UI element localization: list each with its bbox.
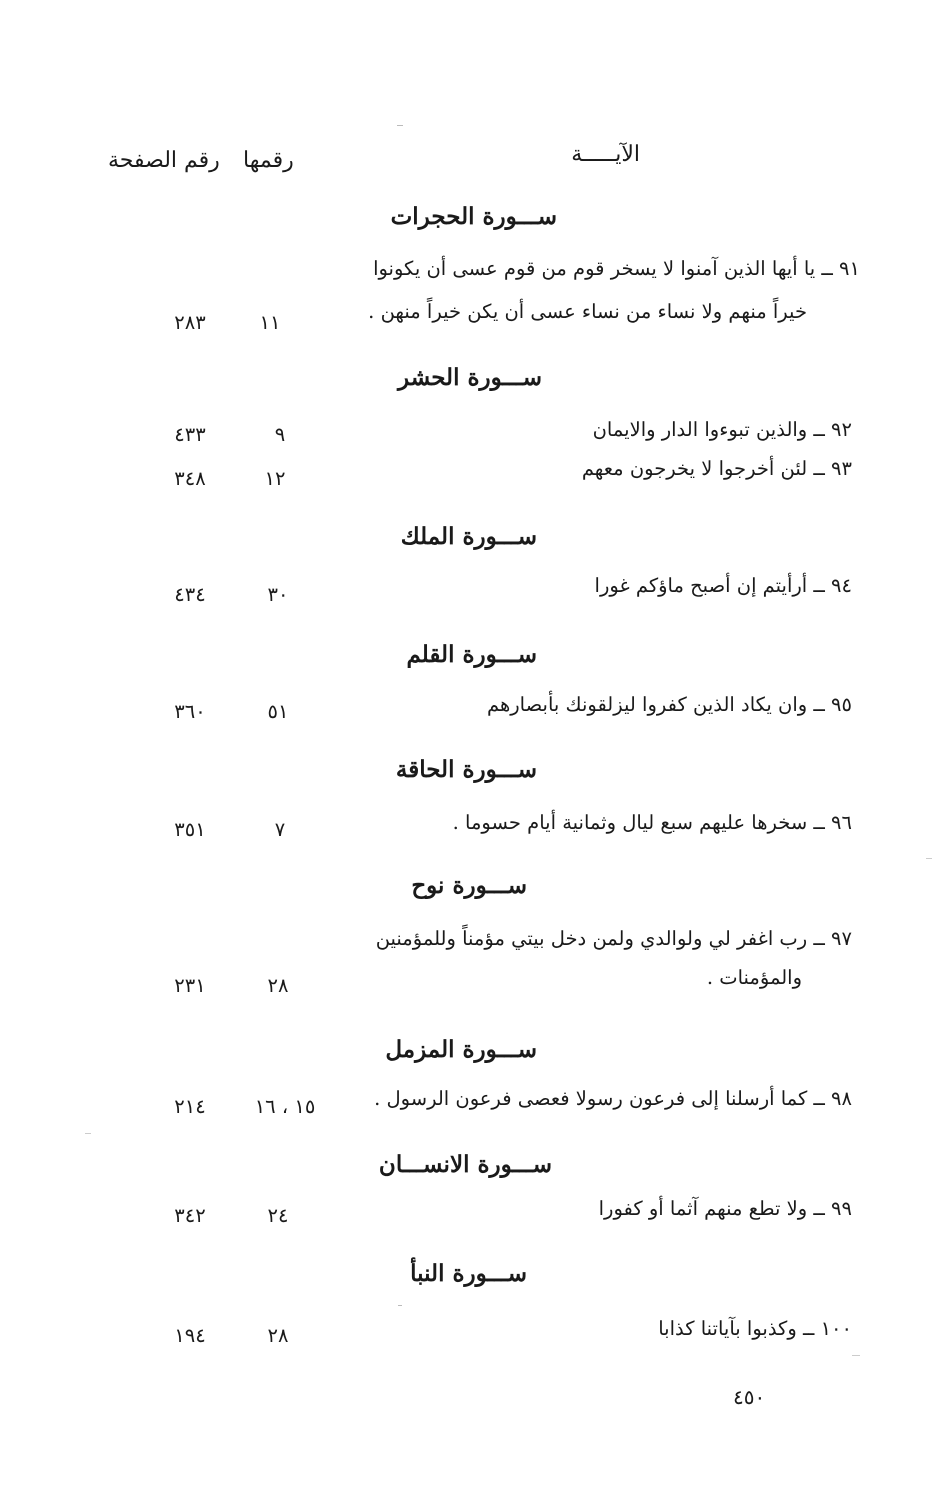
verse-line: ١٠٠ ــ وكذبوا بآياتنا كذابا: [658, 1317, 852, 1340]
page-reference: ١٩٤: [174, 1324, 206, 1347]
scan-speck: [398, 1305, 402, 1306]
verse-line: ٩٥ ــ وان يكاد الذين كفروا ليزلقونك بأبصارهم: [486, 693, 852, 716]
surah-heading: ســـورة الملك: [400, 523, 537, 550]
verse-number: ١٥ ، ١٦: [254, 1095, 316, 1118]
verse-number: ٢٨: [267, 1324, 289, 1347]
verse-number: ٧: [274, 818, 286, 841]
verse-line: ٩٢ ــ والذين تبوءوا الدار والايمان: [592, 418, 852, 441]
surah-heading: ســـورة القلم: [406, 641, 537, 668]
verse-line: ٩٩ ــ ولا تطع منهم آثما أو كفورا: [598, 1197, 852, 1220]
verse-line: والمؤمنات .: [706, 966, 802, 989]
verse-line: ٩٨ ــ كما أرسلنا إلى فرعون رسولا فعصى فرعون الرسول .: [374, 1087, 852, 1110]
scan-speck: [85, 1133, 91, 1134]
verse-line: ٩٤ ــ أرأيتم إن أصبح ماؤكم غورا: [594, 574, 852, 597]
verse-number: ١١: [259, 311, 281, 334]
page-number: ٤٥٠: [733, 1385, 766, 1409]
page-reference: ٢١٤: [174, 1095, 206, 1118]
verse-line: ٩٧ ــ رب اغفر لي ولوالدي ولمن دخل بيتي مؤمناً وللمؤمنين: [375, 927, 852, 950]
verse-number: ٢٨: [267, 974, 289, 997]
scan-speck: [926, 858, 932, 859]
verse-line: ٩٣ ــ لئن أخرجوا لا يخرجون معهم: [581, 457, 852, 480]
surah-heading: ســـورة الانســـان: [378, 1151, 552, 1178]
verse-number: ٩: [274, 423, 286, 446]
page-reference: ٤٣٣: [174, 423, 206, 446]
page-reference: ٤٣٤: [174, 583, 206, 606]
header-page-column: رقم الصفحة: [108, 148, 220, 173]
verse-number: ١٢: [264, 467, 286, 490]
verse-number: ٢٤: [267, 1204, 289, 1227]
surah-heading: ســـورة نوح: [411, 872, 527, 899]
surah-heading: ســـورة الحجرات: [390, 203, 557, 230]
verse-line: ٩٦ ــ سخرها عليهم سبع ليال وثمانية أيام حسوما .: [452, 811, 852, 834]
page-reference: ٢٣١: [174, 974, 206, 997]
verse-line: ٩١ ــ يا أيها الذين آمنوا لا يسخر قوم من قوم عسى أن يكونوا: [373, 257, 860, 280]
verse-number: ٥١: [267, 700, 289, 723]
page-reference: ٣٤٢: [174, 1204, 206, 1227]
page-reference: ٣٤٨: [174, 467, 206, 490]
header-number-column: رقمها: [243, 148, 294, 173]
page-reference: ٢٨٣: [174, 311, 206, 334]
header-verse-column: الآيـــــة: [571, 142, 640, 167]
scan-speck: [852, 1355, 860, 1356]
surah-heading: ســـورة المزمل: [385, 1036, 537, 1063]
surah-heading: ســـورة النبأ: [410, 1260, 527, 1287]
surah-heading: ســـورة الحاقة: [395, 756, 537, 783]
surah-heading: ســـورة الحشر: [398, 364, 542, 391]
verse-number: ٣٠: [267, 583, 289, 606]
scan-speck: [397, 125, 403, 126]
page-reference: ٣٦٠: [174, 700, 206, 723]
verse-line: خيراً منهم ولا نساء من نساء عسى أن يكن خيراً منهن .: [368, 300, 807, 323]
page-reference: ٣٥١: [174, 818, 206, 841]
